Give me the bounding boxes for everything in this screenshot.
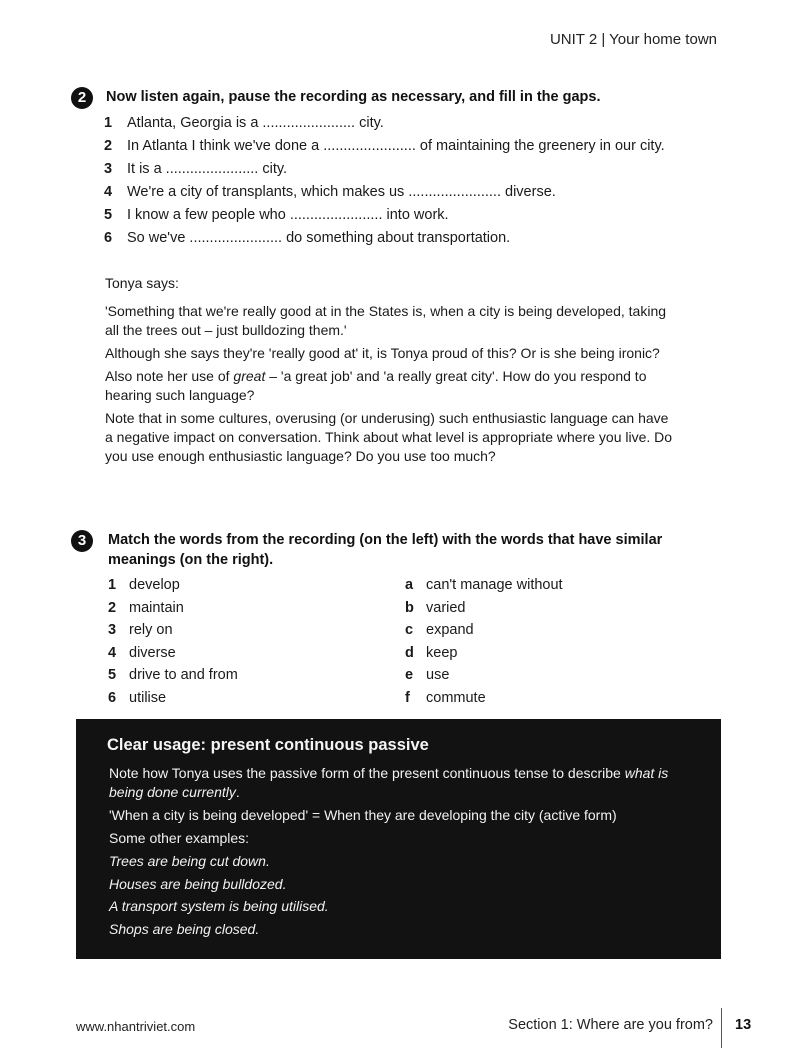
left-word-2 <box>108 598 368 621</box>
usage-box-title: Clear usage: present continuous passive <box>107 736 429 754</box>
item-number: 2 <box>104 138 113 154</box>
word: develop <box>129 577 180 593</box>
left-word-3 <box>108 620 368 643</box>
item-letter: a <box>405 577 414 593</box>
tonya-quote: 'Something that we're really good at in the States is, when a city is being developed, taking all the trees out – just bulldozing them.' <box>105 303 667 338</box>
gap-item-3 <box>104 159 744 182</box>
right-word-e <box>405 665 705 688</box>
usage-intro: Note how Tonya uses the passive form of the present continuous tense to describe what is being done currently. <box>109 765 669 800</box>
item-letter: b <box>405 599 414 616</box>
gap-fill-list <box>104 113 744 251</box>
word: commute <box>426 689 486 706</box>
item-letter: d <box>405 644 414 661</box>
right-word-a <box>405 575 705 598</box>
item-text: I know a few people who ....................... into work. <box>127 207 449 223</box>
tonya-commentary <box>105 274 675 470</box>
item-number: 6 <box>108 689 117 706</box>
item-number: 4 <box>108 644 117 661</box>
gap-item-1 <box>104 113 744 136</box>
item-text: It is a ....................... city. <box>127 161 288 177</box>
irony-question: Although she says they're 'really good at' it, is Tonya proud of this? Or is she being ironic? <box>105 345 660 361</box>
item-letter: c <box>405 622 414 638</box>
left-word-4 <box>108 643 368 666</box>
match-right-column <box>405 575 705 710</box>
left-word-6 <box>108 688 368 711</box>
item-number: 2 <box>108 599 117 616</box>
item-number: 4 <box>104 184 113 200</box>
exercise-2-number: 2 <box>71 87 93 109</box>
left-word-5 <box>108 665 368 688</box>
item-number: 3 <box>104 161 113 177</box>
word: diverse <box>129 644 176 661</box>
item-letter: f <box>405 689 410 706</box>
item-number: 1 <box>108 577 117 593</box>
page-number: 13 <box>735 1017 752 1033</box>
usage-other-label: Some other examples: <box>109 830 250 846</box>
gap-item-2 <box>104 136 744 159</box>
unit-header: UNIT 2 | Your home town <box>549 31 717 48</box>
usage-comparison: 'When a city is being developed' = When they are developing the city (active form) <box>109 807 617 823</box>
exercise-3-number: 3 <box>71 530 93 552</box>
item-text: We're a city of transplants, which makes us ....................... diverse. <box>127 184 556 200</box>
usage-box-body <box>109 764 699 942</box>
item-number: 5 <box>108 667 117 683</box>
word: use <box>426 667 450 683</box>
item-letter: e <box>405 667 414 683</box>
footer-section-title: Section 1: Where are you from? <box>508 1017 713 1033</box>
left-word-1 <box>108 575 368 598</box>
example-sentence: A transport system is being utilised. <box>109 898 329 914</box>
clear-usage-box <box>76 719 721 959</box>
item-number: 5 <box>104 207 113 223</box>
footer-url: www.nhantriviet.com <box>76 1019 196 1034</box>
gap-item-4 <box>104 182 744 205</box>
example-sentence: Trees are being cut down. <box>109 853 270 869</box>
tonya-says-label: Tonya says: <box>105 275 179 291</box>
item-number: 6 <box>104 230 113 246</box>
match-left-column <box>108 575 368 710</box>
word: can't manage without <box>426 577 563 593</box>
item-text: So we've ....................... do something about transportation. <box>127 230 511 246</box>
item-number: 3 <box>108 622 117 638</box>
right-word-f <box>405 688 705 711</box>
word: expand <box>426 622 474 638</box>
right-word-d <box>405 643 705 666</box>
word: maintain <box>129 599 184 616</box>
gap-item-5 <box>104 205 744 228</box>
exercise-2-instruction: Now listen again, pause the recording as necessary, and fill in the gaps. <box>106 89 601 105</box>
word: keep <box>426 644 458 661</box>
exercise-3-instruction: Match the words from the recording (on the left) with the words that have similar meanings (on the right). <box>108 532 663 568</box>
item-text: In Atlanta I think we've done a ....................... of maintaining the greenery in our city. <box>127 138 665 154</box>
example-sentence: Houses are being bulldozed. <box>109 875 287 892</box>
word: varied <box>426 599 466 616</box>
great-question: Also note her use of great – 'a great job' and 'a really great city'. How do you respond to hearing such language? <box>105 368 647 403</box>
right-word-c <box>405 620 705 643</box>
item-number: 1 <box>104 115 113 131</box>
word: rely on <box>129 622 173 638</box>
culture-note: Note that in some cultures, overusing (or underusing) such enthusiastic language can have a negative impact on conversation. Think about what level is appropriate where you live. Do you use enough enthusiastic language? Do you use too much? <box>105 410 673 464</box>
word: utilise <box>129 689 167 706</box>
example-sentence: Shops are being closed. <box>109 920 260 937</box>
footer-divider <box>721 1008 722 1048</box>
word: drive to and from <box>129 667 238 683</box>
gap-item-6 <box>104 228 744 251</box>
right-word-b <box>405 598 705 621</box>
item-text: Atlanta, Georgia is a ....................... city. <box>127 115 384 131</box>
